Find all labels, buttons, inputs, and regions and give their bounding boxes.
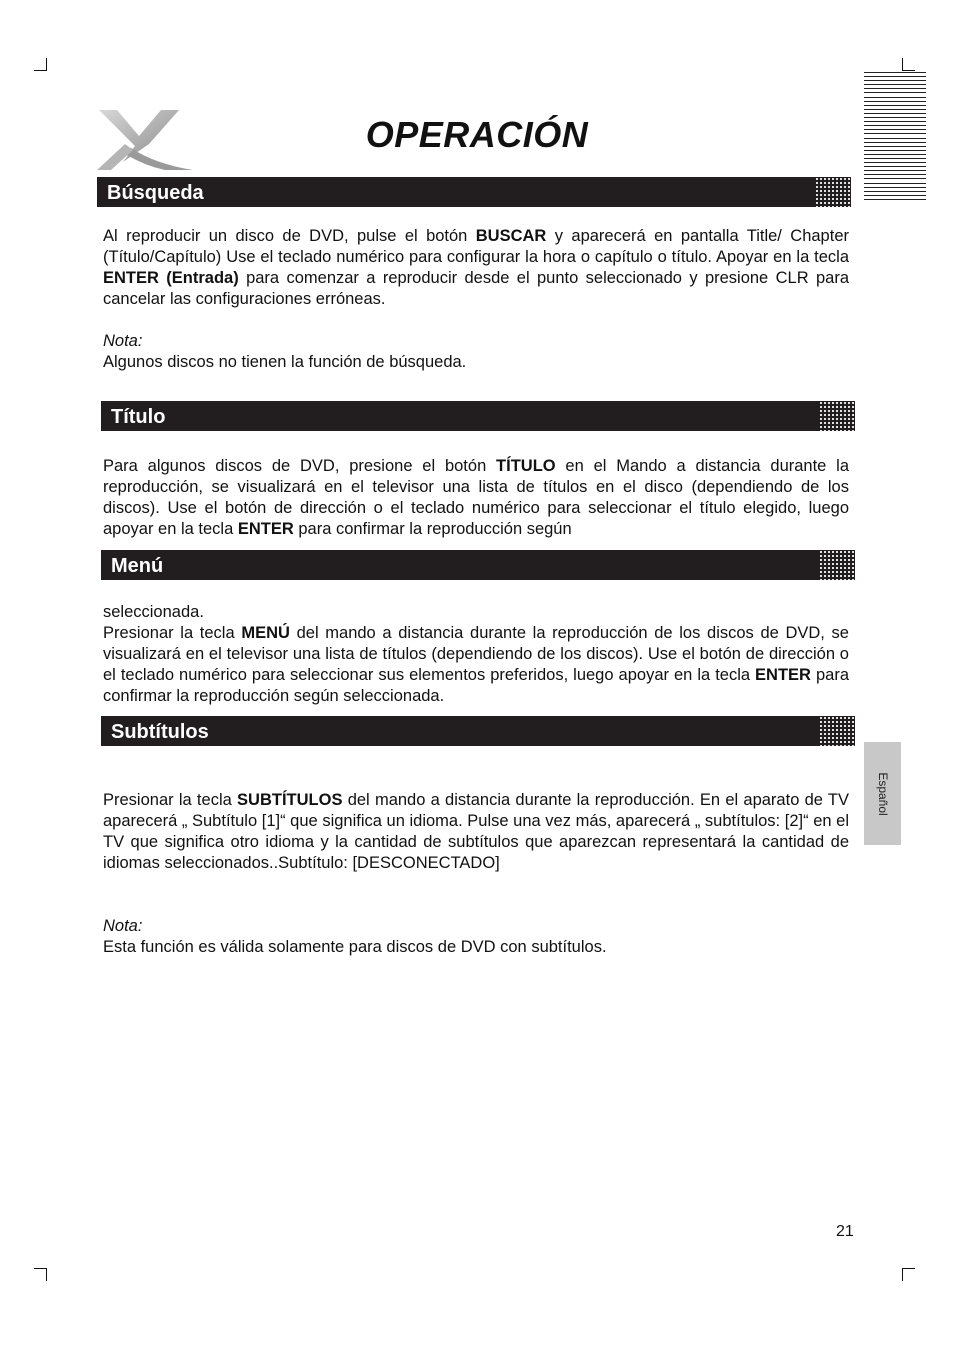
text-run: para confirmar la reproducción según seleccionada. xyxy=(103,666,849,705)
stripe-line xyxy=(864,191,926,192)
stripe-line xyxy=(864,109,926,110)
stripe-line xyxy=(864,162,926,163)
crop-mark-bottom-left xyxy=(34,1268,47,1281)
bold-keyword: BUSCAR xyxy=(475,227,547,245)
section-heading-subtitulos xyxy=(101,716,855,746)
bold-keyword: MENÚ xyxy=(241,624,290,642)
stripe-line xyxy=(864,187,926,188)
subtitulos-note-text: Esta función es válida solamente para discos de DVD con subtítulos. xyxy=(103,938,607,956)
language-tab-label: Español xyxy=(875,771,890,816)
titulo-paragraph xyxy=(103,456,849,540)
crop-mark-bottom-right xyxy=(902,1268,915,1281)
stripe-line xyxy=(864,199,926,200)
text-run: para comenzar a reproducir desde el punto seleccionado y presione CLR para cancelar las configuraciones erróneas. xyxy=(103,269,849,308)
text-run: Presionar la tecla xyxy=(103,624,242,642)
text-run: y aparecerá en pantalla Title/ Chapter (Título/Capítulo) Use el teclado numérico para configurar la hora o capítulo o título. Apoyar en la tecla xyxy=(103,227,849,266)
bold-keyword: SUBTÍTULOS xyxy=(237,791,343,809)
section-heading-menu xyxy=(101,550,855,580)
stripe-line xyxy=(864,105,926,106)
stripe-line xyxy=(864,158,926,159)
stripe-line xyxy=(864,84,926,85)
bold-keyword: ENTER xyxy=(755,666,811,684)
text-run: Al reproducir un disco de DVD, pulse el botón xyxy=(103,227,476,245)
section-heading-busqueda xyxy=(97,177,851,207)
menu-continuation-text: seleccionada. xyxy=(103,603,204,621)
halftone-dots xyxy=(819,550,855,580)
subtitulos-paragraph xyxy=(103,790,849,874)
halftone-dots xyxy=(815,177,851,207)
halftone-dots xyxy=(819,401,855,431)
busqueda-note-label: Nota: xyxy=(103,332,143,350)
section-heading-label: Título xyxy=(111,406,166,428)
text-run: del mando a distancia durante la reproducción de los discos de DVD, se visualizará en el televisor una lista de títulos (dependiendo de los discos). Use el botón de dirección o el teclado numérico para seleccionar sus elementos preferidos, luego apoyar en la tecla xyxy=(103,624,849,684)
stripe-line xyxy=(864,195,926,196)
bold-keyword: ENTER xyxy=(237,520,294,538)
stripe-line xyxy=(864,101,926,102)
crop-mark-top-left xyxy=(34,58,47,71)
bold-keyword: ENTER (Entrada) xyxy=(103,269,239,287)
bold-keyword: TÍTULO xyxy=(496,457,556,475)
stripe-line xyxy=(864,183,926,184)
language-tab xyxy=(864,742,901,845)
crop-mark-top-right xyxy=(902,58,915,71)
stripe-line xyxy=(864,178,926,179)
stripe-line xyxy=(864,76,926,77)
text-run: del mando a distancia durante la reproducción. En el aparato de TV aparecerá „ Subtítulo [1]“ que significa un idioma. Pulse una vez más, aparecerá „ subtítulos: [2]“ en el TV que significa otro idioma y la cantidad de subtítulos que aparezcan representará la cantidad de idiomas seleccionados..Subtítulo: [DESCONECTADO] xyxy=(103,791,849,872)
stripe-line xyxy=(864,92,926,93)
text-run: Presionar la tecla xyxy=(103,791,238,809)
stripe-line xyxy=(864,97,926,98)
stripe-line xyxy=(864,166,926,167)
stripe-line xyxy=(864,72,926,73)
stripe-line xyxy=(864,88,926,89)
text-run: Para algunos discos de DVD, presione el botón xyxy=(103,457,497,475)
stripe-line xyxy=(864,174,926,175)
page-title: OPERACIÓN xyxy=(365,114,589,155)
halftone-dots xyxy=(819,716,855,746)
text-run: en el Mando a distancia durante la reproducción, se visualizará en el televisor una lista de títulos en el disco (dependiendo de los discos). Use el botón de dirección o el teclado numérico para seleccionar el título elegido, luego apoyar en la tecla xyxy=(103,457,849,538)
text-run: para confirmar la reproducción según xyxy=(293,520,572,538)
stripe-line xyxy=(864,80,926,81)
subtitulos-note-label: Nota: xyxy=(103,917,143,935)
busqueda-paragraph xyxy=(103,226,849,310)
busqueda-note-text: Algunos discos no tienen la función de búsqueda. xyxy=(103,353,467,371)
section-heading-label: Subtítulos xyxy=(111,721,209,743)
page-number: 21 xyxy=(836,1223,854,1240)
stripe-line xyxy=(864,170,926,171)
section-heading-titulo xyxy=(101,401,855,431)
menu-paragraph xyxy=(103,623,849,707)
section-heading-label: Menú xyxy=(111,555,164,577)
section-heading-label: Búsqueda xyxy=(107,182,204,204)
